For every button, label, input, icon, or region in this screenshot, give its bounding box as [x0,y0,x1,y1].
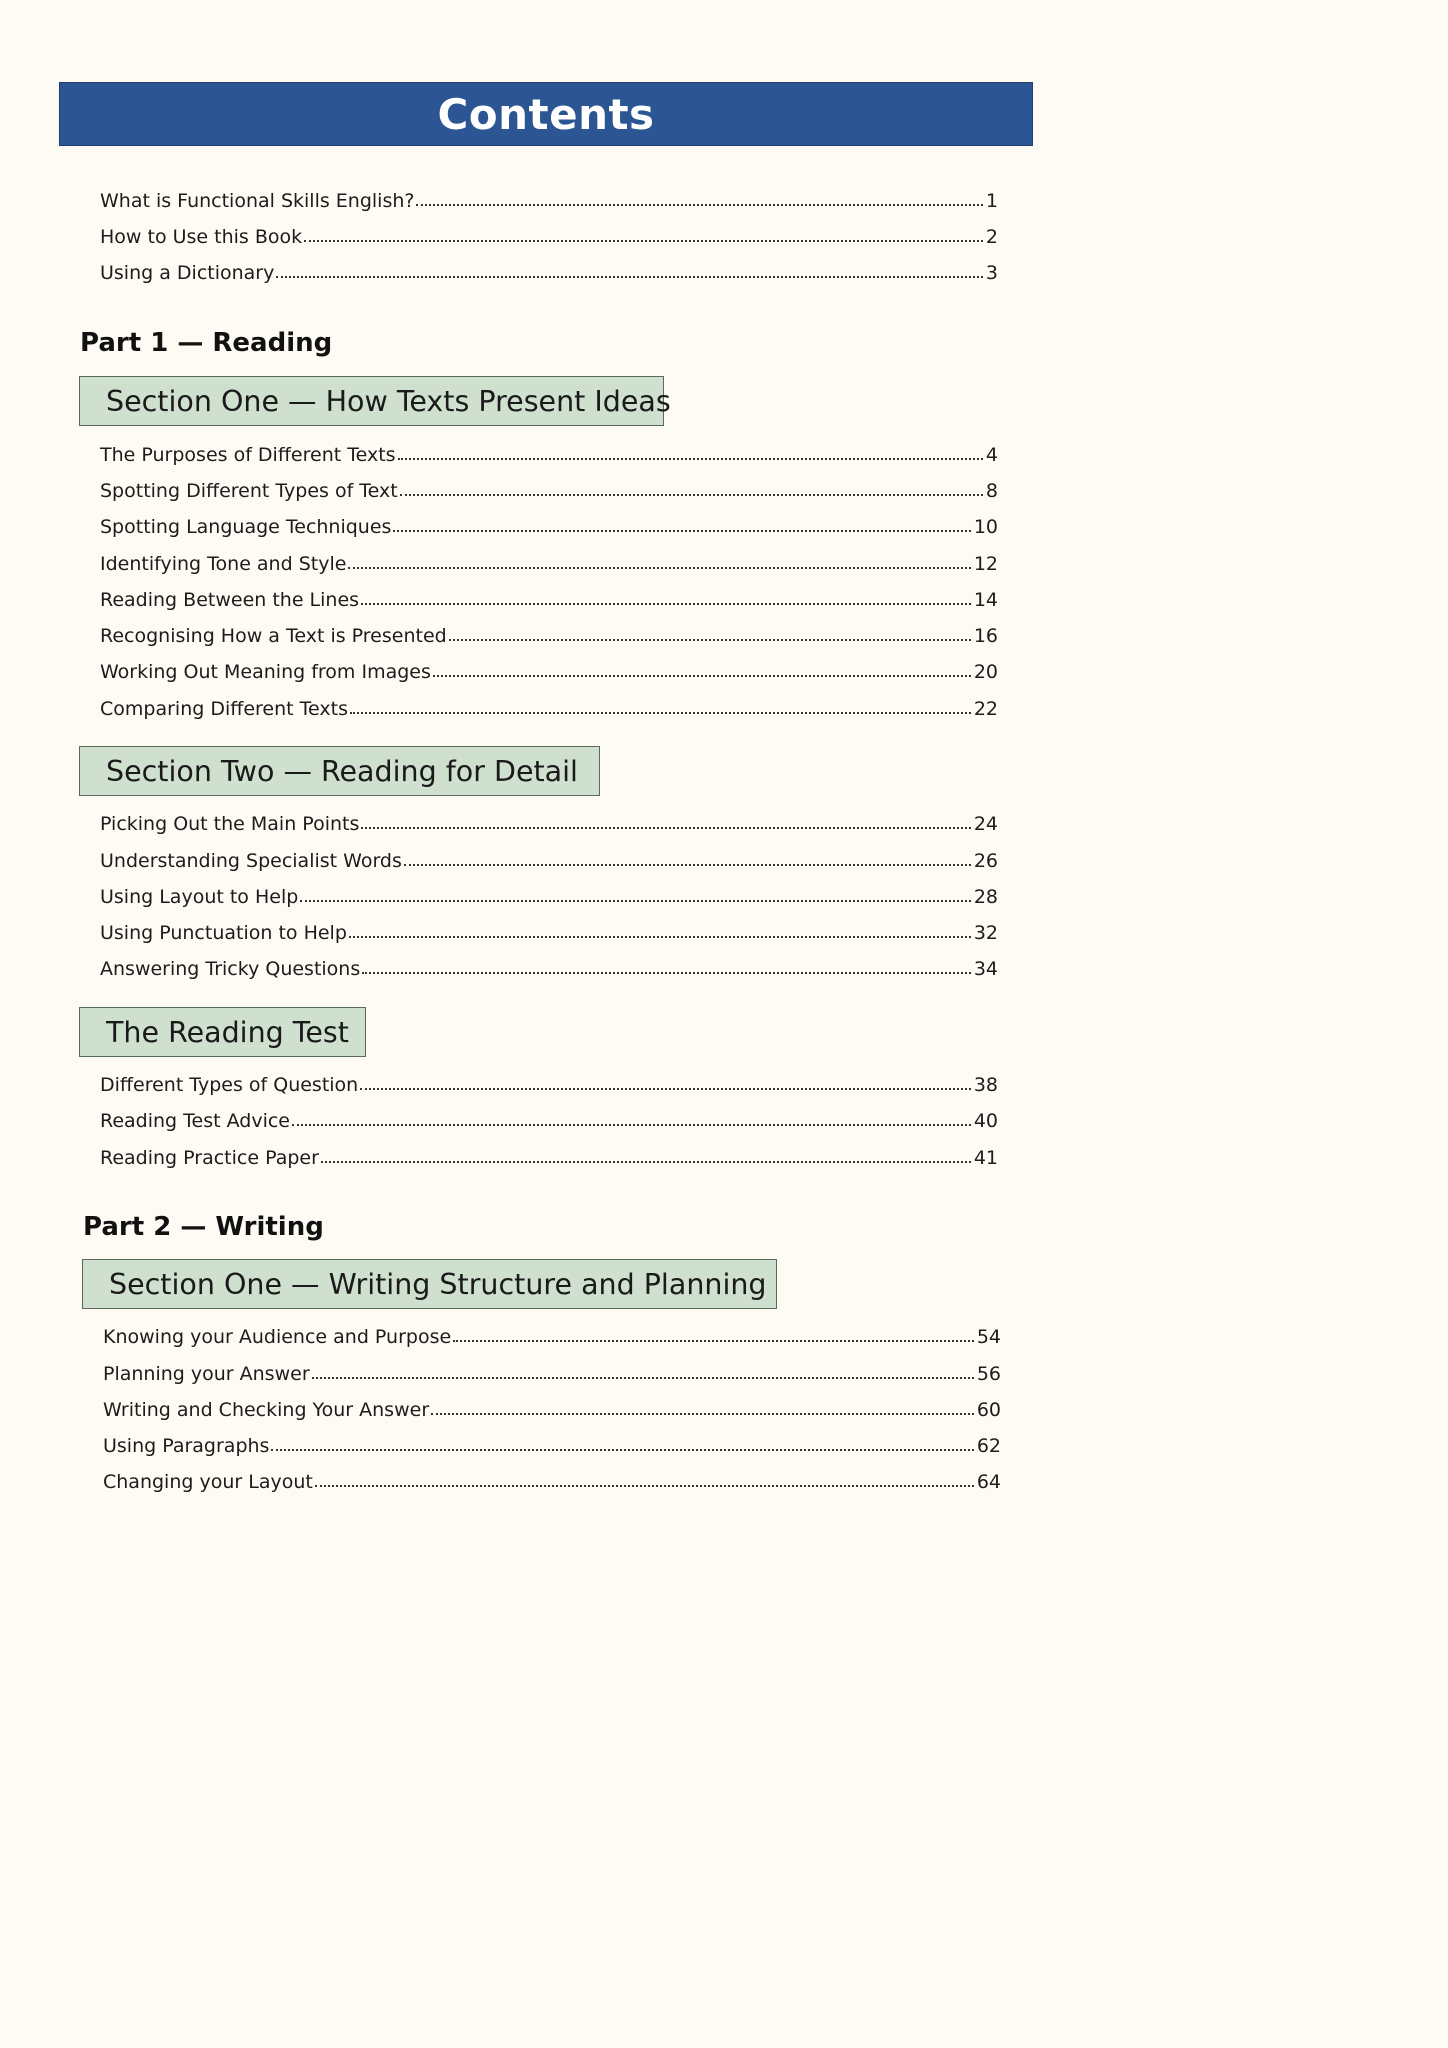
section-one-reading-box [79,376,671,426]
dot-leader [362,972,971,974]
toc-entry[interactable] [100,653,998,683]
dot-leader [348,567,970,569]
toc-entry-label: Recognising How a Text is Presented [100,625,447,647]
toc-entry-label: Using Layout to Help [100,886,299,908]
toc-entry[interactable] [100,1066,998,1096]
toc-entry[interactable] [100,690,998,720]
toc-entry[interactable] [103,1463,1001,1493]
toc-entry[interactable] [100,805,998,835]
toc-entry-page: 64 [976,1471,1001,1493]
toc-entry[interactable] [103,1355,1001,1385]
toc-entry-label: Reading Test Advice [100,1110,290,1132]
toc-entry-label: Changing your Layout [103,1471,313,1493]
toc-entry-label: Picking Out the Main Points [100,813,360,835]
toc-entry-page: 8 [985,480,998,502]
dot-leader [315,1485,974,1487]
section-title: The Reading Test [106,1015,349,1049]
section-title: Section One — Writing Structure and Planning [109,1267,767,1301]
dot-leader [431,1413,974,1415]
dot-leader [416,204,982,206]
dot-leader [393,530,970,532]
dot-leader [312,1377,974,1379]
section-one-writing-box [82,1259,777,1309]
toc-entry[interactable] [100,914,998,944]
toc-entry-page: 1 [985,190,998,212]
toc-entry-page: 24 [973,813,998,835]
toc-entry-label: How to Use this Book [100,226,303,248]
toc-entry-label: Spotting Language Techniques [100,516,392,538]
toc-entry-label: Comparing Different Texts [100,698,348,720]
part2-heading: Part 2 — Writing [83,1212,324,1242]
toc-entry-page: 10 [973,516,998,538]
toc-entry[interactable] [103,1318,1001,1348]
toc-entry-label: Using Punctuation to Help [100,922,347,944]
toc-entry[interactable] [100,472,998,502]
toc-entry-label: Different Types of Question [100,1074,359,1096]
toc-entry-label: The Purposes of Different Texts [100,444,396,466]
toc-entry[interactable] [103,1391,1001,1421]
toc-entry-page: 14 [973,589,998,611]
toc-entry-label: Planning your Answer [103,1363,310,1385]
toc-entry-label: Working Out Meaning from Images [100,661,431,683]
part1-heading: Part 1 — Reading [80,328,333,358]
toc-entry[interactable] [100,436,998,466]
dot-leader [433,675,971,677]
toc-entry-how-to-use[interactable] [100,218,998,248]
dot-leader [292,1124,971,1126]
toc-entry-label: Answering Tricky Questions [100,958,361,980]
toc-entry-page: 60 [976,1399,1001,1421]
dot-leader [276,276,983,278]
reading-test-box [79,1007,366,1057]
toc-entry[interactable] [100,950,998,980]
toc-entry-what-is-functional-skills[interactable] [100,182,998,212]
toc-entry-page: 62 [976,1435,1001,1457]
dot-leader [304,240,983,242]
toc-entry-label: Spotting Different Types of Text [100,480,398,502]
toc-entry-label: Identifying Tone and Style [100,553,347,575]
dot-leader [400,494,983,496]
toc-entry-page: 40 [973,1110,998,1132]
toc-entry-label: Using a Dictionary [100,262,275,284]
section-title: Section Two — Reading for Detail [106,754,578,788]
dot-leader [361,827,970,829]
dot-leader [453,1340,974,1342]
dot-leader [449,639,971,641]
toc-entry-label: Knowing your Audience and Purpose [103,1326,452,1348]
toc-entry[interactable] [100,545,998,575]
section-title: Section One — How Texts Present Ideas [106,384,671,418]
toc-entry[interactable] [100,842,998,872]
toc-entry-label: Understanding Specialist Words [100,850,402,872]
toc-entry[interactable] [103,1427,1001,1457]
toc-entry-page: 32 [973,922,998,944]
page-title: Contents [437,89,655,139]
contents-title-bar [59,82,1033,146]
toc-entry[interactable] [100,878,998,908]
dot-leader [271,1449,973,1451]
dot-leader [350,712,971,714]
toc-entry[interactable] [100,1102,998,1132]
toc-entry-page: 28 [973,886,998,908]
dot-leader [321,1161,971,1163]
toc-entry-page: 16 [973,625,998,647]
toc-entry-page: 56 [976,1363,1001,1385]
toc-entry[interactable] [100,617,998,647]
dot-leader [360,1088,971,1090]
toc-entry-label: Reading Practice Paper [100,1147,319,1169]
toc-entry-label: What is Functional Skills English? [100,190,415,212]
toc-entry-page: 4 [985,444,998,466]
toc-entry[interactable] [100,508,998,538]
dot-leader [349,936,971,938]
dot-leader [300,900,971,902]
dot-leader [404,864,971,866]
toc-entry-using-dictionary[interactable] [100,254,998,284]
section-two-reading-box [79,746,600,796]
toc-entry[interactable] [100,581,998,611]
toc-entry-page: 20 [973,661,998,683]
dot-leader [361,603,971,605]
toc-entry-page: 26 [973,850,998,872]
toc-entry-page: 22 [973,698,998,720]
toc-entry-label: Using Paragraphs [103,1435,270,1457]
toc-entry-page: 41 [973,1147,998,1169]
toc-entry-page: 38 [973,1074,998,1096]
toc-entry-label: Reading Between the Lines [100,589,360,611]
toc-entry-page: 54 [976,1326,1001,1348]
toc-entry-label: Writing and Checking Your Answer [103,1399,430,1421]
toc-entry-page: 3 [985,262,998,284]
toc-entry-page: 34 [973,958,998,980]
toc-entry[interactable] [100,1139,998,1169]
toc-entry-page: 12 [973,553,998,575]
toc-entry-page: 2 [985,226,998,248]
dot-leader [398,458,983,460]
